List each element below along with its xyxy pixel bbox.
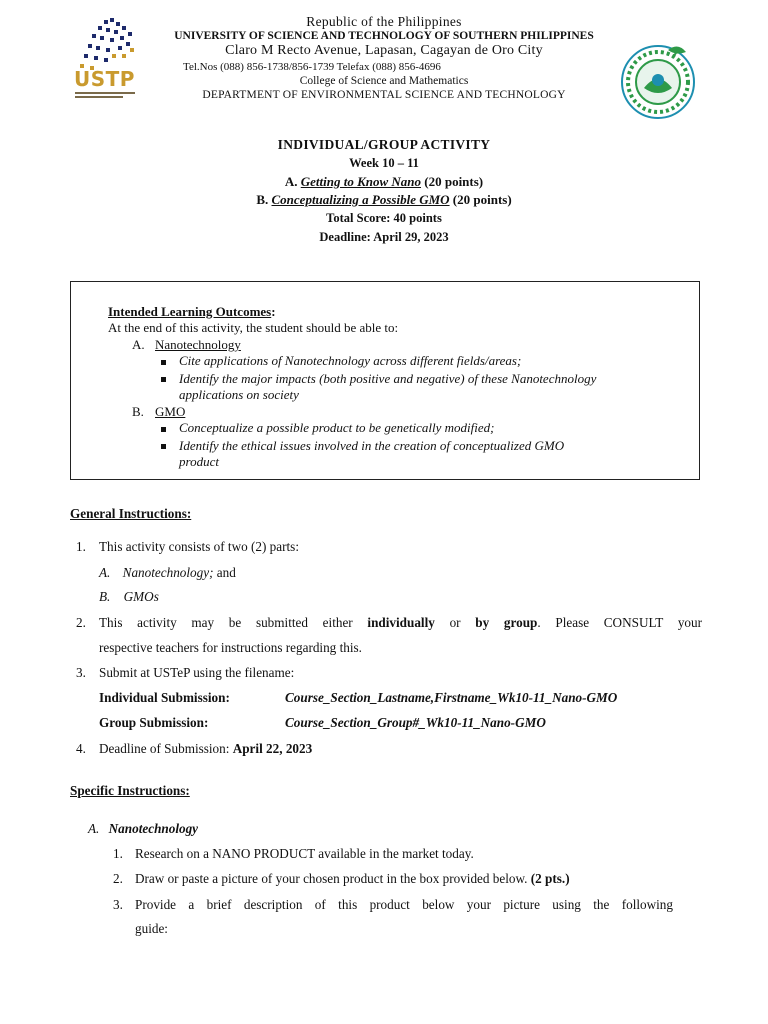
general-item-1-number: 1. [76, 539, 86, 554]
ilo-a-bullet-2-line-1: Identify the major impacts (both positive and negative) of these Nanotechnology [179, 371, 597, 386]
specific-item-2-points: (2 pts.) [530, 871, 570, 886]
part-b-title: Conceptualizing a Possible GMO [271, 192, 450, 207]
ilo-a-bullet-1: Cite applications of Nanotechnology across different fields/areas; [179, 353, 522, 368]
part-a-points: (20 points) [424, 174, 484, 189]
department-name: DEPARTMENT OF ENVIRONMENTAL SCIENCE AND TECHNOLOGY [202, 89, 566, 101]
specific-item-1-number: 1. [113, 846, 123, 861]
college-logo [616, 40, 700, 124]
specific-item-2 [135, 871, 570, 887]
individual-submission-label: Individual Submission: [99, 690, 230, 705]
ilo-a-letter: A. [132, 337, 145, 352]
general-item-1: This activity consists of two (2) parts: [99, 539, 299, 554]
general-item-2-line-1 [99, 615, 702, 631]
ilo-heading-colon: : [271, 304, 276, 319]
general-item-2-post: . Please CONSULT your [537, 615, 703, 630]
ilo-heading: Intended Learning Outcomes [108, 304, 272, 319]
ilo-intro: At the end of this activity, the student should be able to: [108, 320, 399, 335]
part-b-prefix: B. [256, 192, 269, 207]
university-address: Claro M Recto Avenue, Lapasan, Cagayan de Oro City [225, 43, 543, 58]
general-item-1b-letter: B. [99, 589, 111, 604]
part-a-prefix: A. [284, 174, 298, 189]
ilo-heading-line [108, 304, 276, 320]
general-item-3: Submit at USTeP using the filename: [99, 665, 295, 680]
general-item-2-pre: This activity may be submitted either [99, 615, 353, 630]
specific-item-1: Research on a NANO PRODUCT available in the market today. [135, 846, 474, 861]
general-item-3-number: 3. [76, 665, 86, 680]
specific-item-3-line-2: guide: [135, 921, 168, 936]
activity-heading: INDIVIDUAL/GROUP ACTIVITY [277, 137, 491, 152]
general-item-1b [99, 589, 159, 605]
part-b-points: (20 points) [452, 192, 512, 207]
bullet-icon [161, 377, 166, 382]
bullet-icon [161, 360, 166, 365]
general-item-1b-text: GMOs [123, 589, 159, 604]
general-item-2-line-2: respective teachers for instructions regarding this. [99, 640, 362, 655]
specific-section-a-title: Nanotechnology [108, 821, 199, 836]
part-a-title-line [0, 174, 768, 190]
ilo-a-bullet-2-line-2: applications on society [179, 387, 299, 402]
general-item-2-individually: individually [367, 615, 435, 630]
specific-item-2-number: 2. [113, 871, 123, 886]
group-submission-label: Group Submission: [99, 715, 209, 730]
ilo-b-bullet-2-line-2: product [179, 454, 219, 469]
specific-section-a [88, 821, 198, 837]
university-name: UNIVERSITY OF SCIENCE AND TECHNOLOGY OF SOUTHERN PHILIPPINES [174, 30, 594, 42]
general-item-2-or: or [449, 615, 461, 630]
college-name: College of Science and Mathematics [299, 75, 469, 87]
specific-instructions-heading: Specific Instructions: [70, 783, 190, 798]
individual-submission-filename: Course_Section_Lastname,Firstname_Wk10-11_Nano-GMO [285, 690, 618, 705]
telephone-line: Tel.Nos (088) 856-1738/856-1739 Telefax (088) 856-4696 [183, 61, 441, 73]
specific-item-2-text: Draw or paste a picture of your chosen product in the box provided below. [135, 871, 528, 886]
general-item-1a [99, 565, 236, 581]
general-instructions-heading: General Instructions: [70, 506, 192, 521]
part-b-title-line [0, 192, 768, 208]
specific-item-3-number: 3. [113, 897, 123, 912]
ilo-a-label: Nanotechnology [155, 337, 241, 352]
specific-section-a-letter: A. [88, 821, 100, 836]
bullet-icon [161, 444, 166, 449]
part-a-title: Getting to Know Nano [300, 174, 422, 189]
republic-line: Republic of the Philippines [306, 14, 462, 29]
specific-item-3-line-1: Provide a brief description of this product below your picture using the following [135, 897, 673, 912]
bullet-icon [161, 427, 166, 432]
ilo-b-letter: B. [132, 404, 144, 419]
general-item-2-number: 2. [76, 615, 86, 630]
general-item-1a-and: and [216, 565, 236, 580]
ustp-logo-text: USTP [74, 67, 135, 91]
ilo-b-bullet-2-line-1: Identify the ethical issues involved in the creation of conceptualized GMO [179, 438, 565, 453]
general-item-4-text: Deadline of Submission: [99, 741, 230, 756]
general-item-2-by-group: by group [475, 615, 538, 630]
activity-week: Week 10 – 11 [349, 156, 419, 170]
general-item-1a-text: Nanotechnology; [122, 565, 214, 580]
ilo-b-label: GMO [155, 404, 186, 419]
general-item-1a-letter: A. [99, 565, 111, 580]
deadline: Deadline: April 29, 2023 [319, 230, 449, 244]
general-item-4-number: 4. [76, 741, 86, 756]
group-submission-filename: Course_Section_Group#_Wk10-11_Nano-GMO [285, 715, 546, 730]
total-score: Total Score: 40 points [326, 211, 442, 225]
general-item-4-date: April 22, 2023 [232, 741, 313, 756]
general-item-4 [99, 741, 312, 757]
ilo-b-bullet-1: Conceptualize a possible product to be genetically modified; [179, 420, 495, 435]
